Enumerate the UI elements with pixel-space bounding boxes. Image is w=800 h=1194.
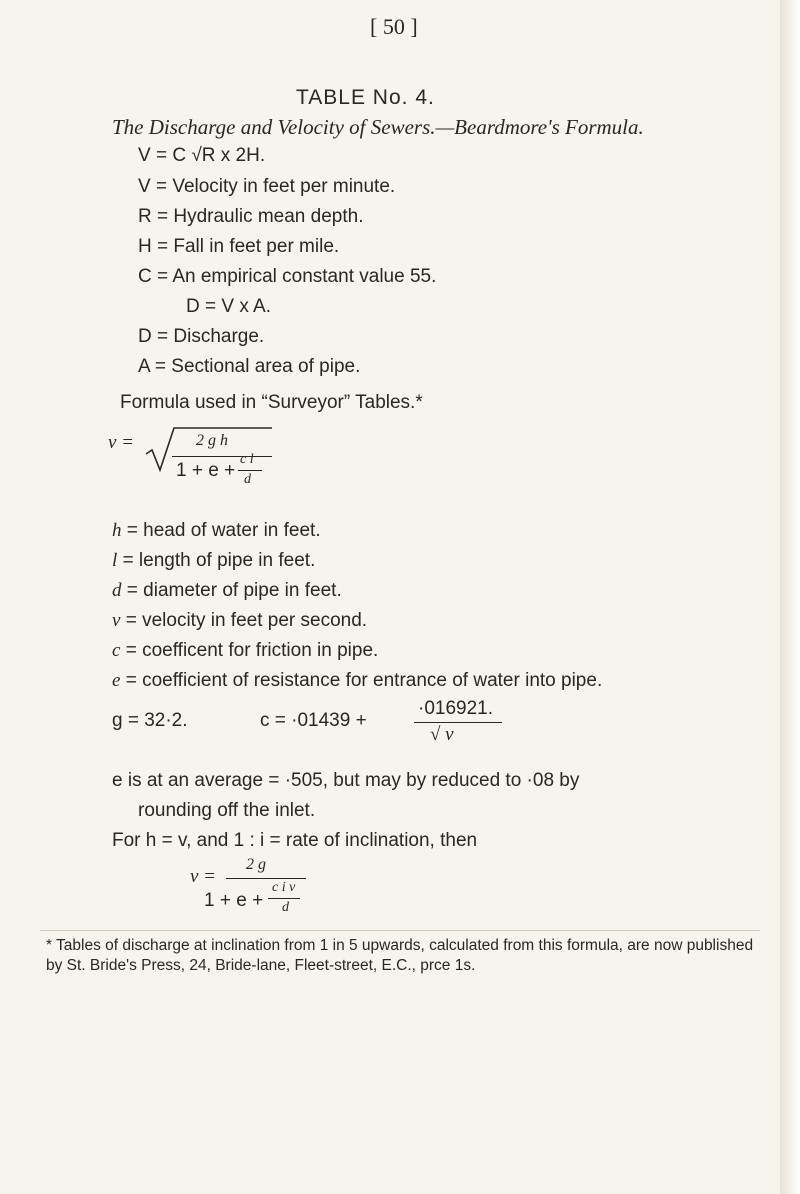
e-average-line1: e is at an average = ·505, but may by reduced to ·08 by: [112, 770, 580, 791]
sym-def-h: h = head of water in feet.: [112, 520, 321, 541]
footnote-rule: [40, 930, 760, 931]
c-denominator: √ v: [430, 724, 454, 745]
formula-denominator: 1 + e +: [176, 460, 236, 481]
def-d: D = Discharge.: [138, 326, 265, 347]
c-equation: c = ·01439 +: [260, 710, 367, 731]
page-number: [ 50 ]: [370, 14, 418, 39]
surveyor-heading: Formula used in “Surveyor” Tables.*: [120, 392, 423, 413]
formula-d: d: [244, 472, 251, 487]
v2-d: d: [282, 900, 289, 915]
def-r: R = Hydraulic mean depth.: [138, 206, 364, 227]
v2-denominator: 1 + e +: [204, 890, 264, 911]
inclination-line: For h = v, and 1 : i = rate of inclination, then: [112, 830, 478, 851]
sym-def-e: e = coefficient of resistance for entrance of water into pipe.: [112, 670, 603, 691]
inner-fraction-bar: [238, 470, 262, 471]
beardmore-formula: V = C √R x 2H.: [138, 145, 266, 166]
v2-numerator: 2 g: [246, 856, 266, 873]
table-title: TABLE No. 4.: [296, 86, 435, 109]
footnote: * Tables of discharge at inclination from 1 in 5 upwards, calculated from this formula, are now published by St. Bride's Press, 24, Bride-lane, Fleet-street, E.C., prce 1s.: [46, 937, 754, 974]
subtitle: The Discharge and Velocity of Sewers.—Beardmore's Formula.: [112, 115, 644, 139]
c-numerator: ·016921.: [418, 698, 494, 719]
v2-inner-bar: [268, 898, 300, 899]
fraction-bar: [172, 456, 272, 457]
def-a: A = Sectional area of pipe.: [138, 356, 361, 377]
page-edge: [780, 0, 800, 1194]
formula-cl: c l: [240, 452, 254, 467]
formula-numerator: 2 g h: [196, 432, 228, 449]
def-h: H = Fall in feet per mile.: [138, 236, 340, 257]
sym-def-l: l = length of pipe in feet.: [112, 550, 316, 571]
g-equation: g = 32·2.: [112, 710, 188, 731]
sym-def-c: c = coefficent for friction in pipe.: [112, 640, 379, 661]
sym-def-d: d = diameter of pipe in feet.: [112, 580, 342, 601]
def-v: V = Velocity in feet per minute.: [138, 176, 396, 197]
def-c: C = An empirical constant value 55.: [138, 266, 437, 287]
v-equals: v =: [108, 432, 135, 453]
c-fraction-bar: [414, 722, 502, 723]
v2-fraction-bar: [226, 878, 306, 879]
v2-civ: c i v: [272, 880, 296, 895]
v2-equals: v =: [190, 866, 217, 887]
e-average-line2: rounding off the inlet.: [138, 800, 316, 821]
discharge-formula: D = V x A.: [186, 296, 272, 317]
sym-def-v: v = velocity in feet per second.: [112, 610, 368, 631]
